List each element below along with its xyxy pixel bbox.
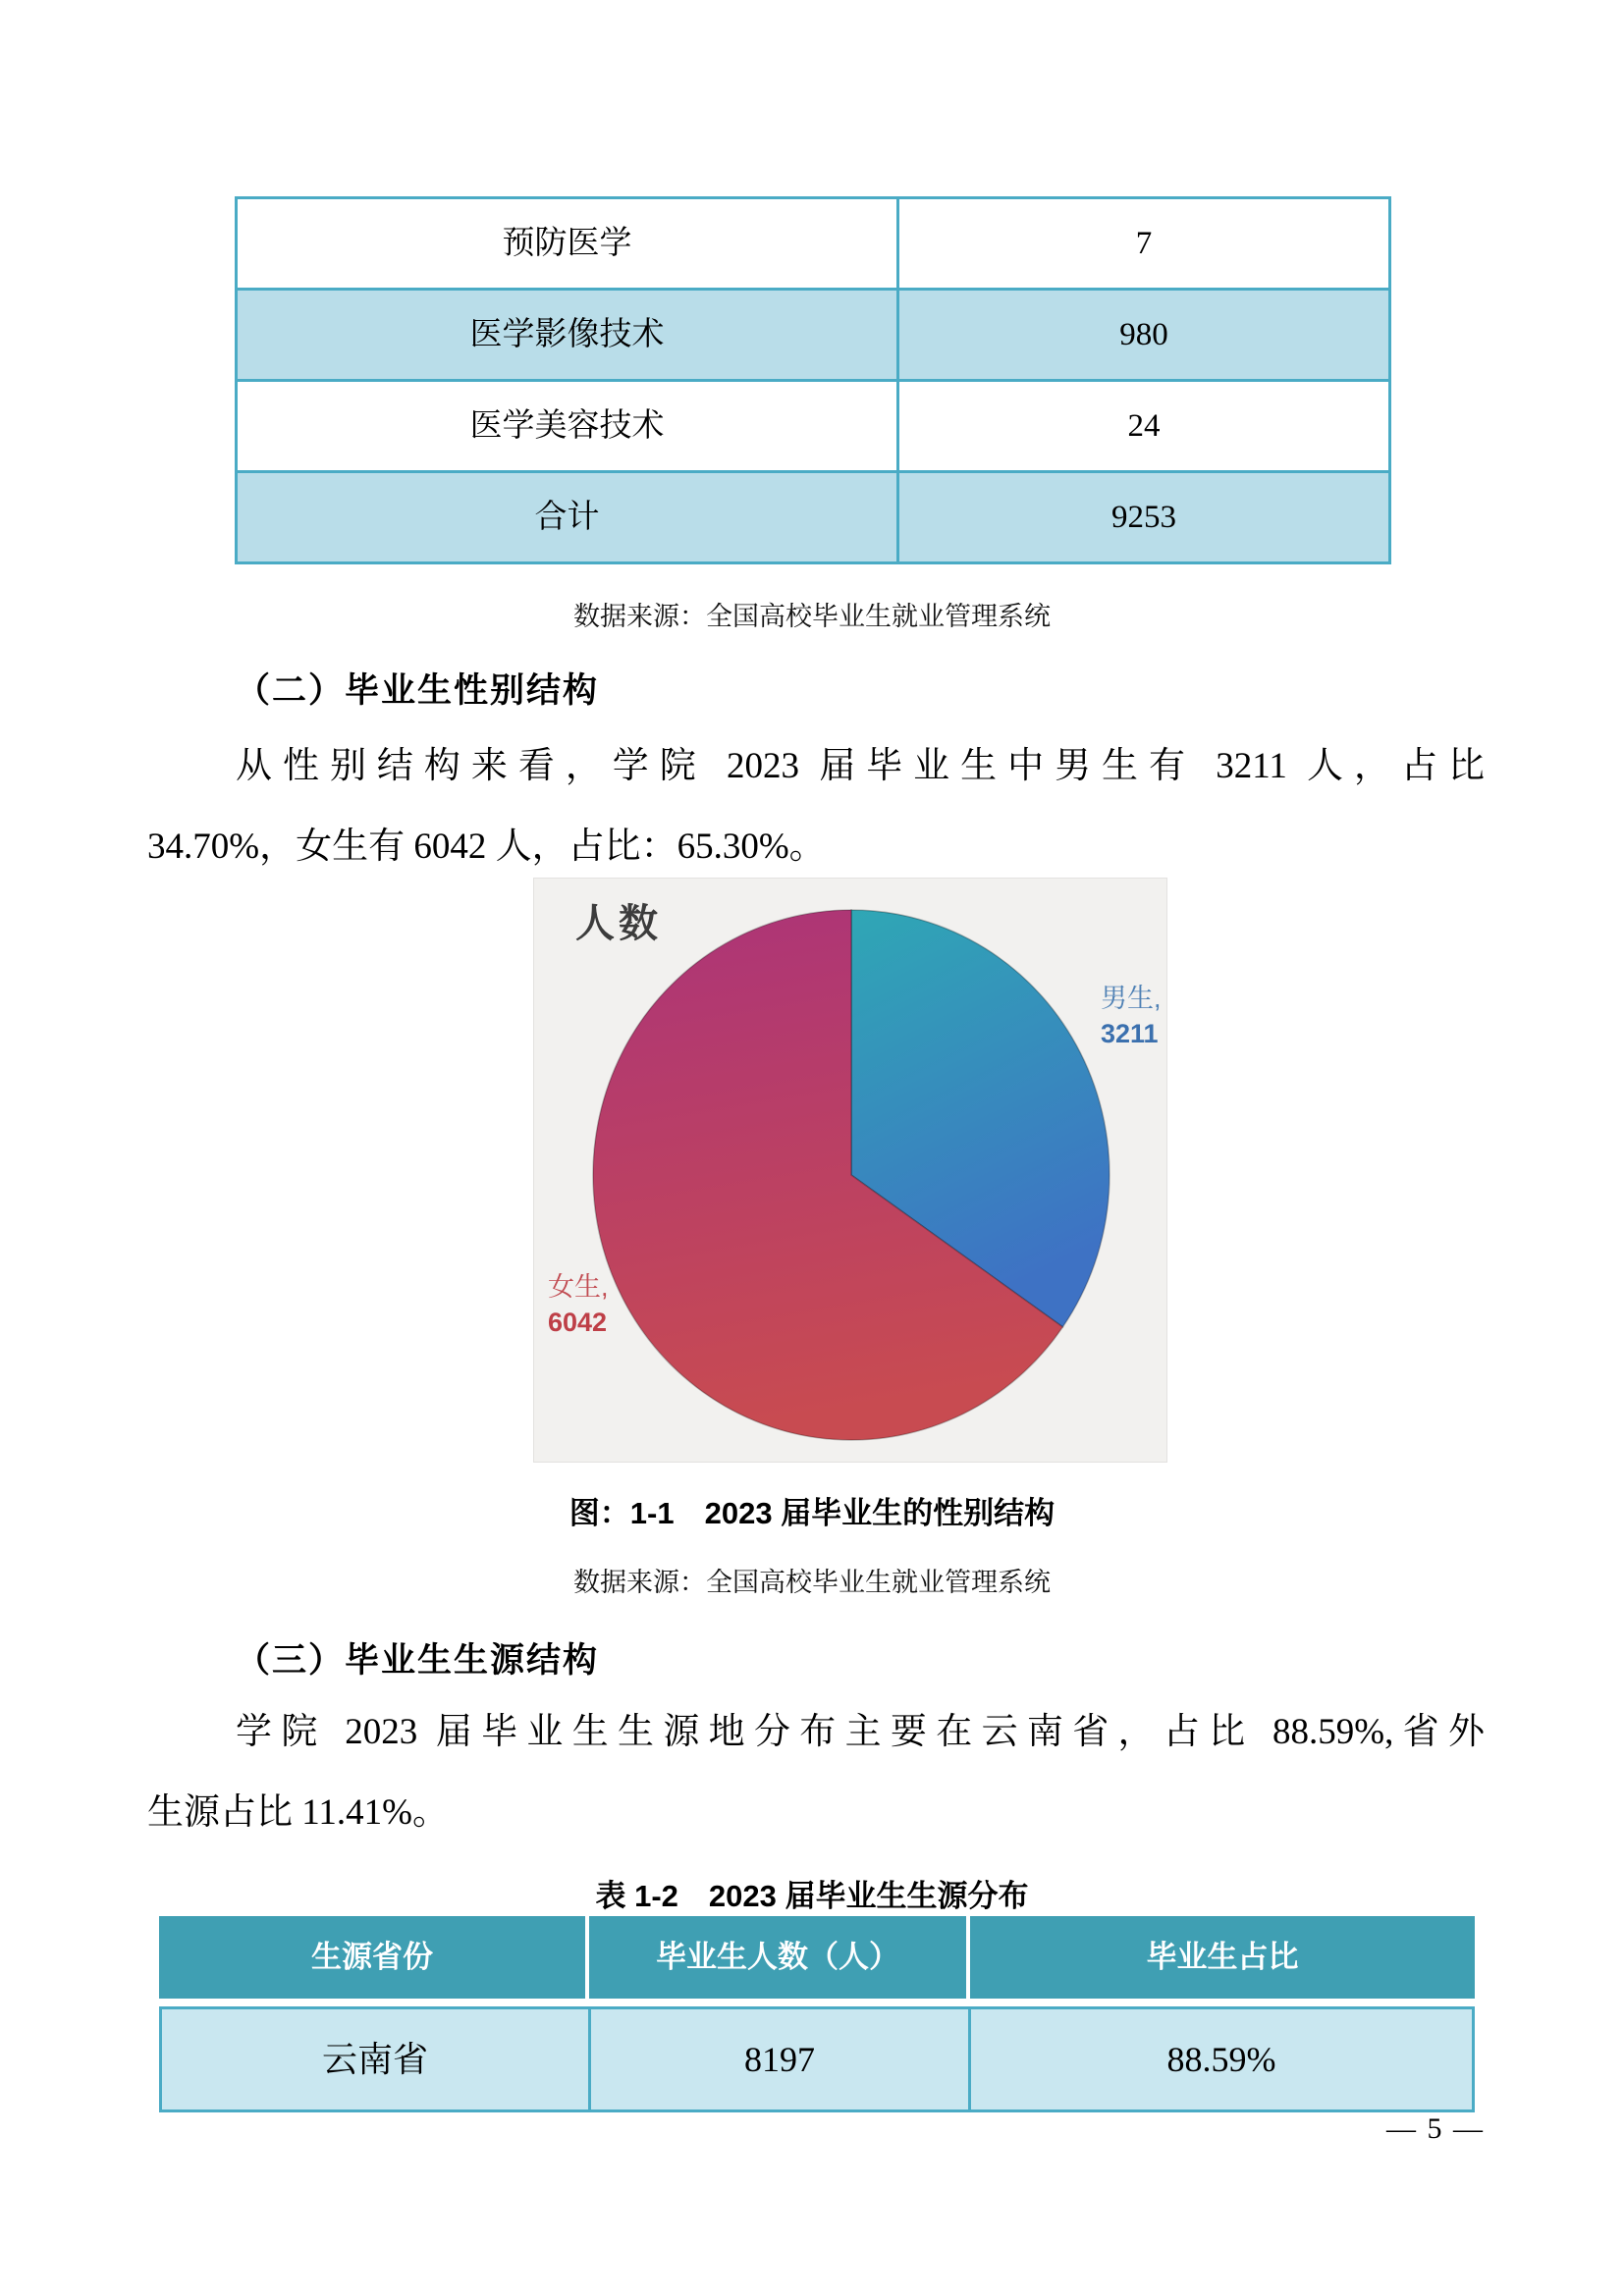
column-header: 毕业生人数（人） [589,1916,966,1999]
pie-svg [534,879,1168,1464]
province-cell: 云南省 [162,2009,588,2109]
major-count-cell: 9253 [1111,500,1176,535]
table-row [238,291,1388,382]
count-cell: 8197 [588,2009,968,2109]
origin-distribution-table [159,1916,1475,2112]
percent-cell: 88.59% [968,2009,1472,2109]
chart-title: 人数 [575,902,662,945]
paragraph-line: 生源占比 11.41%。 [147,1792,449,1833]
page-number: — 5 — [1386,2112,1485,2145]
figure-caption: 图：1-1 2023 届毕业生的性别结构 [568,1496,1056,1530]
table-row-total [238,473,1388,561]
major-name-cell: 医学影像技术 [238,291,899,379]
gender-pie-chart [533,878,1167,1463]
column-header: 生源省份 [159,1916,585,1999]
section-heading-origin: （三）毕业生生源结构 [236,1641,600,1680]
column-header: 毕业生占比 [970,1916,1475,1999]
major-count-cell: 980 [1119,317,1168,352]
table-header-row [159,1916,1475,1999]
pie-label-male [1101,981,1162,1051]
pie-label-female-value: 6042 [548,1308,608,1337]
major-count-cell: 7 [1135,226,1153,261]
pie-label-male-value: 3211 [1101,1019,1159,1048]
data-source-note: 数据来源：全国高校毕业生就业管理系统 [573,602,1051,631]
table-row [159,2006,1475,2112]
paragraph-line: 从性别结构来看，学院 2023 届毕业生中男生有 3211 人，占比 [236,746,1485,786]
table-caption: 表 1-2 2023 届毕业生生源分布 [595,1879,1029,1913]
pie-label-male-name: 男生, [1101,984,1162,1013]
pie-label-female [548,1269,609,1340]
paragraph-line: 学院 2023 届毕业生生源地分布主要在云南省，占比 88.59%,省外 [236,1712,1485,1752]
majors-count-table [235,196,1391,564]
table-row [238,199,1388,291]
table-row [238,382,1388,473]
data-source-note: 数据来源：全国高校毕业生就业管理系统 [573,1568,1051,1597]
major-count-cell: 24 [1127,408,1161,444]
major-name-cell: 预防医学 [238,199,899,288]
section-heading-gender: （二）毕业生性别结构 [236,671,600,710]
major-name-cell: 医学美容技术 [238,382,899,470]
major-name-cell: 合计 [238,473,899,561]
paragraph-line: 34.70%，女生有 6042 人，占比：65.30%。 [147,827,826,867]
pie-label-female-name: 女生, [548,1272,609,1302]
